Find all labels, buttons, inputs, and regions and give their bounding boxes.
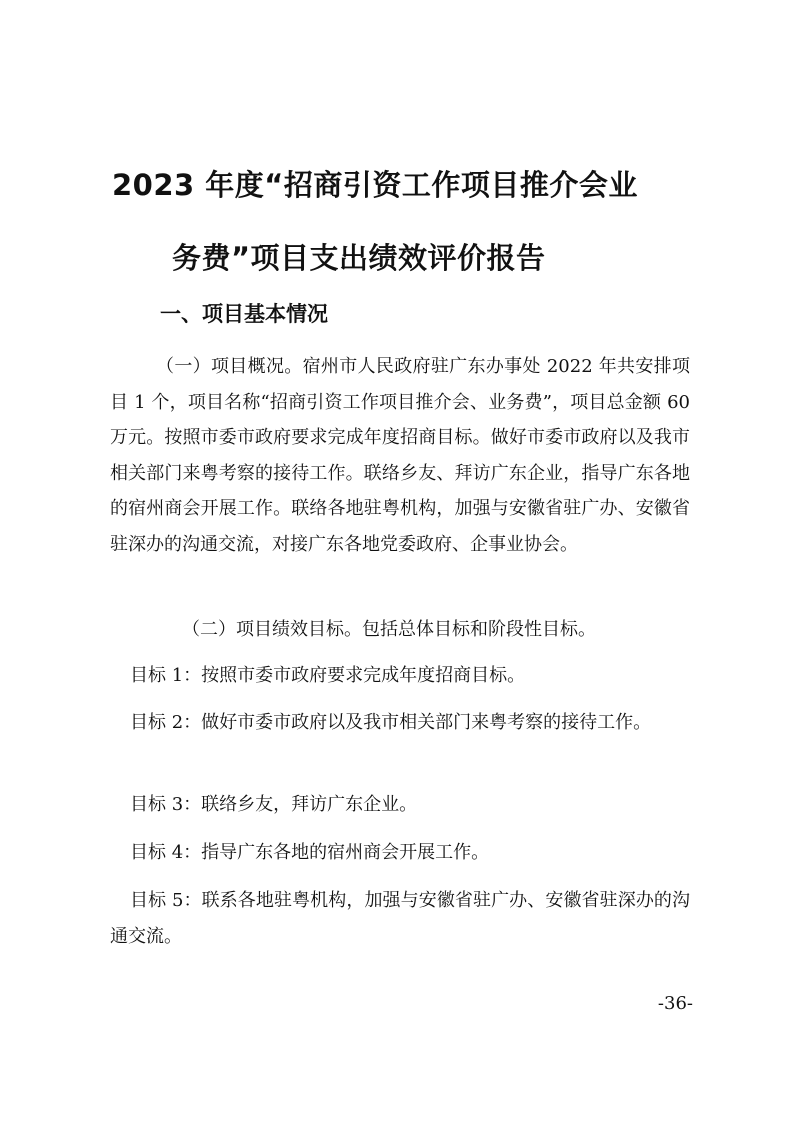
goal-item-5: 目标 5：联系各地驻粤机构，加强与安徽省驻广办、安徽省驻深办的沟通交流。 <box>110 890 690 947</box>
paragraph-performance-targets: （二）项目绩效目标。包括总体目标和阶段性目标。 <box>182 619 596 640</box>
section-heading: 一、项目基本情况 <box>160 302 328 326</box>
report-title-line-2: 务费”项目支出绩效评价报告 <box>172 241 546 275</box>
paragraph-project-overview: （一）项目概况。宿州市人民政府驻广东办事处 2022 年共安排项目 1 个，项目名称“招商引资工作项目推介会、业务费”，项目总金额 60 万元。按照市委市政府要求完成年度招商目标。做好市委市政府以及我市相关部门来粤考察的接待工作。联络乡友、拜访广东企业，指导广东各地的宿州商会开展工作。联络各地驻粤机构，加强与安徽省驻广办、安徽省驻深办的沟通交流，对接广东各地党委政府、企事业协会。 <box>110 356 690 555</box>
goal-item-3: 目标 3：联络乡友，拜访广东企业。 <box>130 794 418 815</box>
goal-item-2: 目标 2：做好市委市政府以及我市相关部门来粤考察的接待工作。 <box>130 712 652 733</box>
report-title-line-1: 2023 年度“招商引资工作项目推介会业 <box>112 168 638 202</box>
goal-item-4: 目标 4：指导广东各地的宿州商会开展工作。 <box>130 842 490 863</box>
goal-item-1: 目标 1：按照市委市政府要求完成年度招商目标。 <box>130 665 526 686</box>
page-number: -36- <box>657 993 693 1014</box>
